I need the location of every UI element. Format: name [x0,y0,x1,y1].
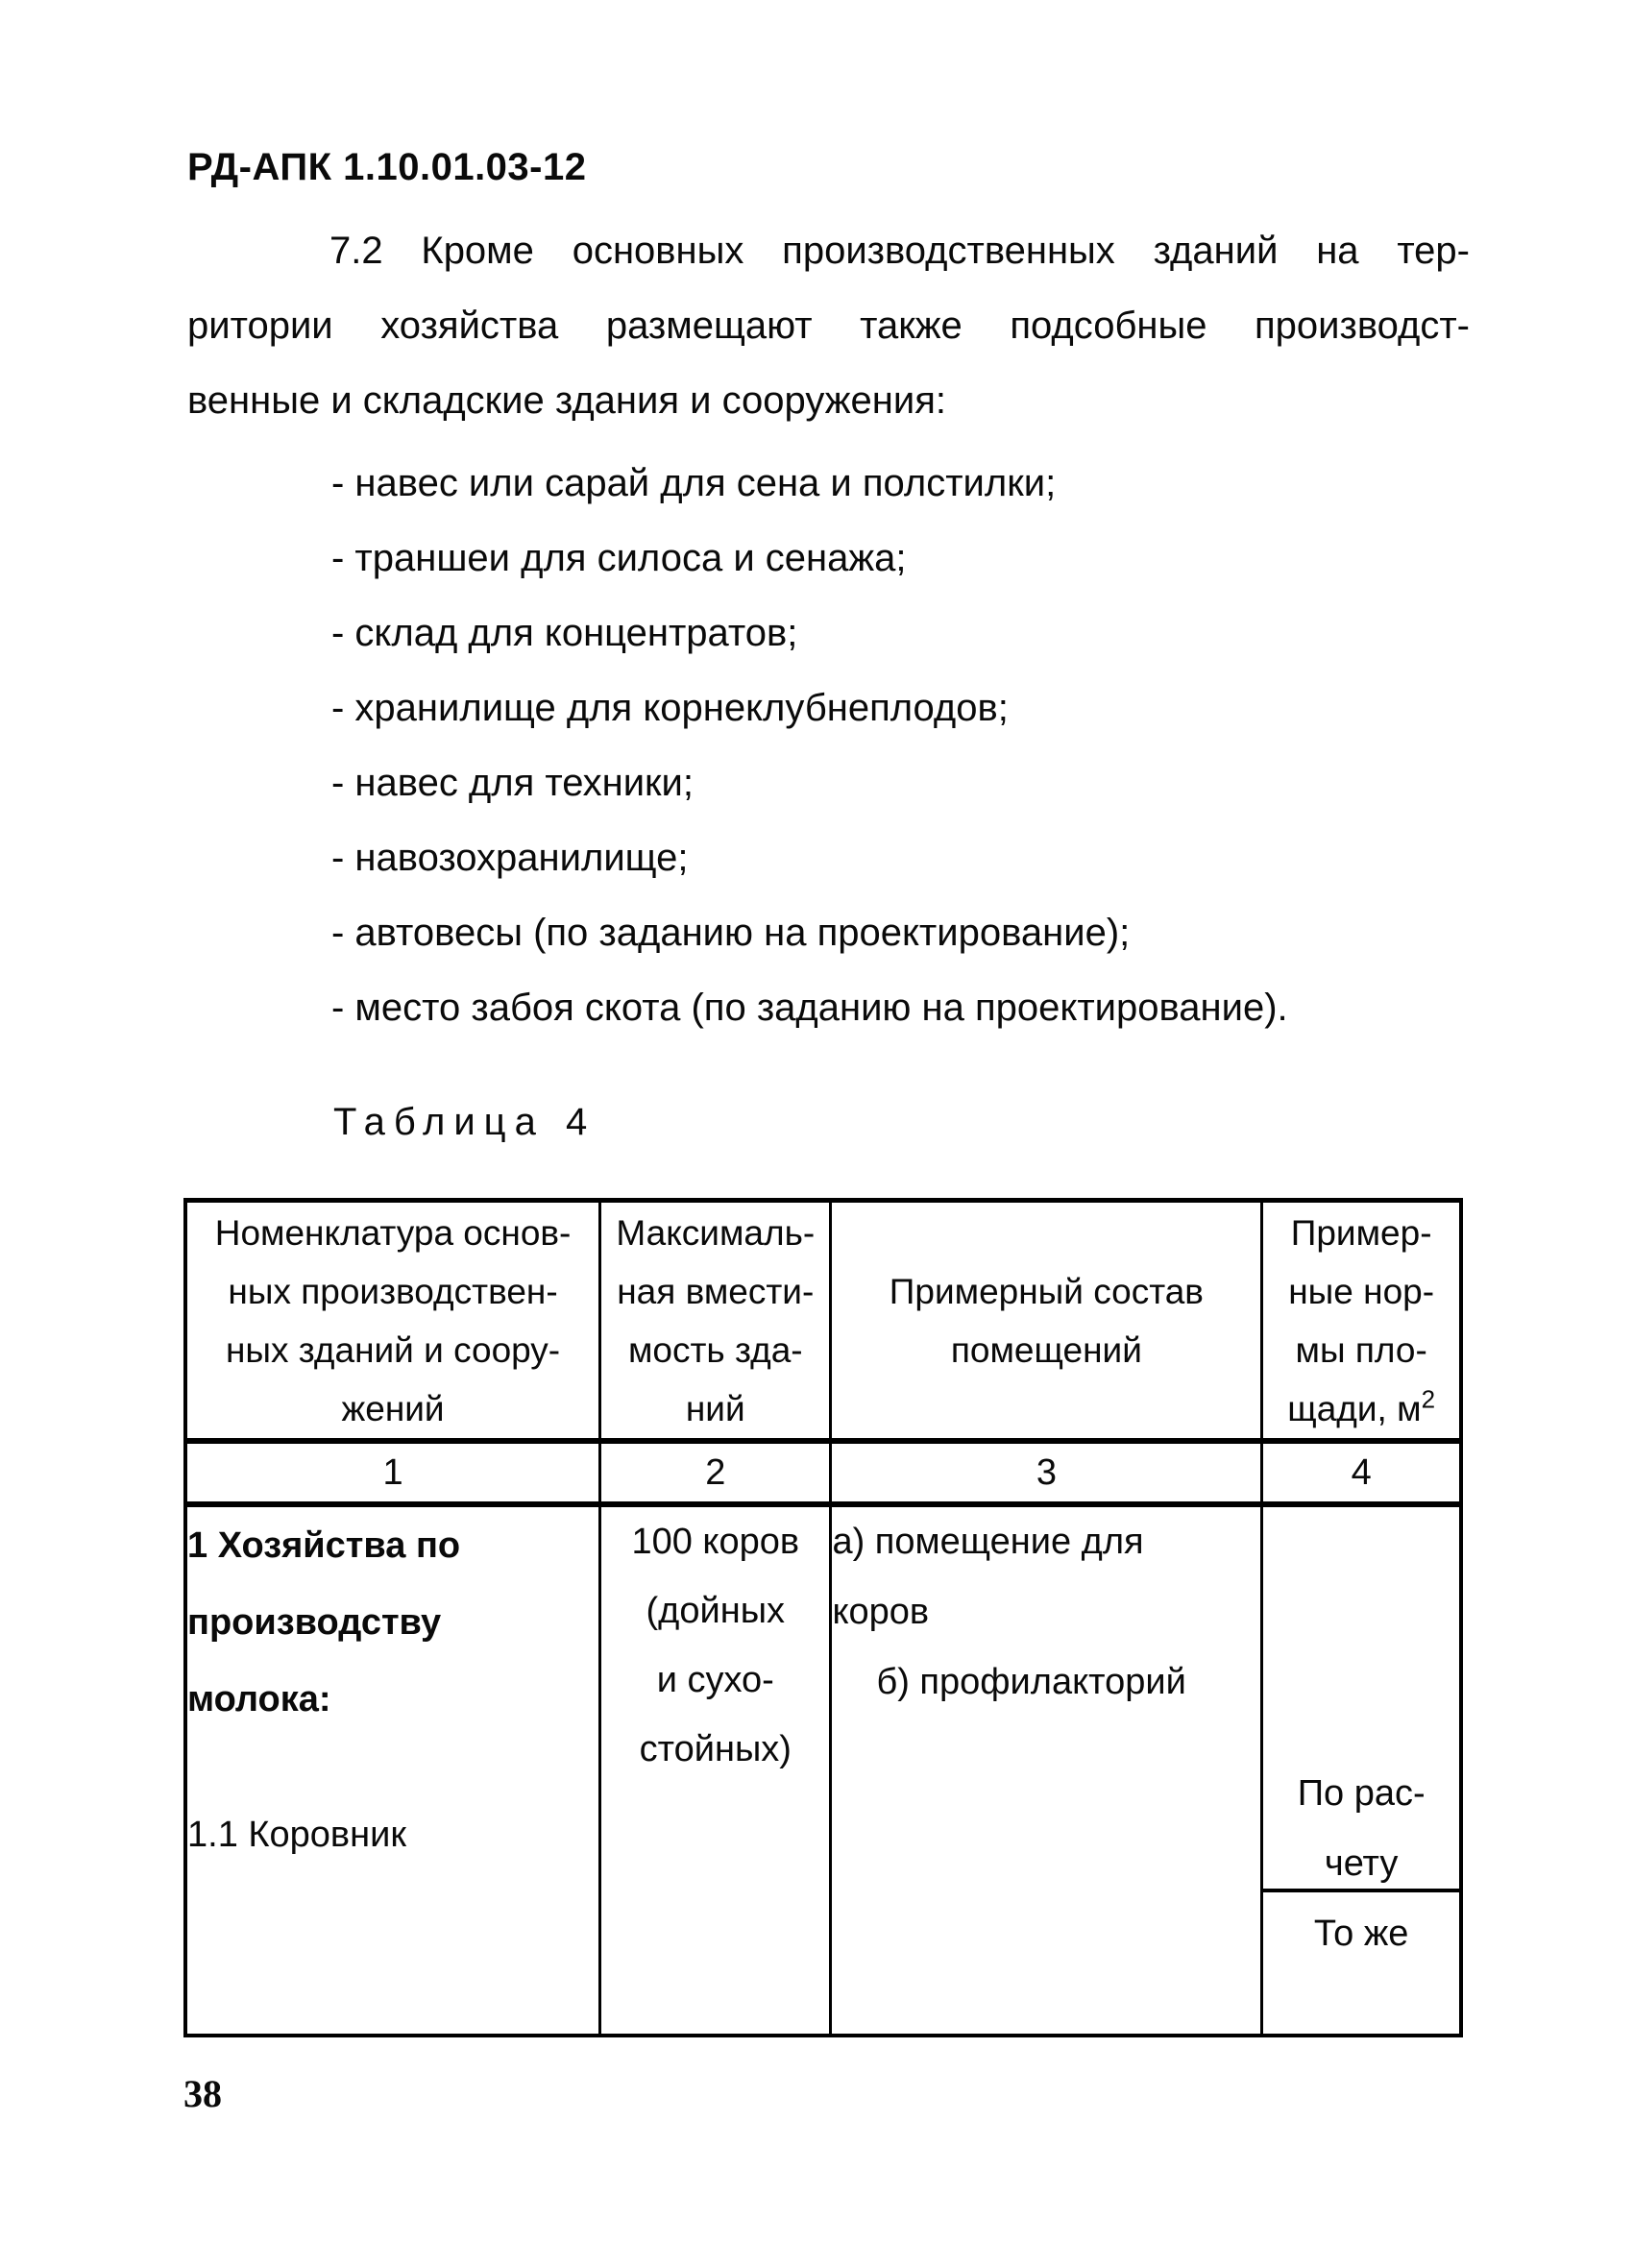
table-header-row [185,1201,1461,1442]
header-line [1263,1379,1459,1438]
cell-premises [831,1504,1262,2036]
header-line: жений [341,1388,445,1428]
header-line: ных производствен- [228,1271,558,1311]
header-line: ний [685,1388,745,1428]
header-line: Пример- [1290,1212,1432,1253]
header-line: ные нор- [1288,1271,1435,1311]
area-norm-top-cell [1263,1507,1459,1892]
header-premises-composition [831,1201,1262,1442]
cell-capacity [600,1504,831,2036]
section-title-line: 1 Хозяйства по [187,1525,461,1566]
section-title-line: производству [187,1602,442,1643]
paragraph-line: ритории хозяйства размещают также подсобные производст- [187,305,1470,347]
capacity-line: и сухо- [656,1660,774,1700]
header-line: Максималь- [616,1212,816,1253]
list-item: - хранилище для корнеклубнеплодов; [331,687,1009,729]
list-item: - траншеи для силоса и сенажа; [331,537,907,579]
header-line: мость зда- [627,1329,803,1370]
area-norm-bottom-cell: То же [1313,1914,1409,1954]
list-item: - склад для концентратов; [331,612,798,654]
area-unit: щади, м [1287,1388,1422,1428]
column-number: 4 [1262,1441,1461,1504]
table-4 [183,1198,1463,2037]
premises-line: коров [832,1592,930,1632]
list-item: - навес для техники; [331,762,695,804]
paragraph-7-2 [187,213,1470,438]
header-line: ных зданий и соору- [225,1329,561,1370]
premises-line: а) помещение для [832,1522,1144,1562]
table-caption: Таблица 4 [333,1101,597,1143]
column-number-row [185,1441,1461,1504]
paragraph-line: 7.2 Кроме основных производственных зданий на тер- [329,230,1470,272]
header-line: помещений [950,1329,1142,1370]
capacity-line: стойных) [639,1729,792,1769]
area-norm-line: чету [1324,1843,1399,1884]
page-number: 38 [183,2072,222,2115]
list-item: - автовесы (по заданию на проектирование); [331,912,1131,954]
paragraph-line: венные и складские здания и сооружения: [187,379,946,422]
premises-line: б) профилакторий [876,1662,1186,1702]
column-number: 1 [185,1441,600,1504]
cell-nomenclature [185,1504,600,2036]
header-max-capacity [600,1201,831,1442]
list-item: - навозохранилище; [331,837,689,879]
header-line: Номенклатура основ- [214,1212,572,1253]
cell-area-norm [1262,1504,1461,2036]
table-body-row [185,1504,1461,2036]
doc-code: РД-АПК 1.10.01.03-12 [187,146,587,188]
column-number: 2 [600,1441,831,1504]
header-line: мы пло- [1295,1329,1427,1370]
capacity-line: (дойных [646,1591,786,1631]
area-norm-line: По рас- [1297,1773,1426,1814]
column-number: 3 [831,1441,1262,1504]
building-list [187,446,1470,1045]
header-area-norms [1262,1201,1461,1442]
section-title [187,1507,598,1738]
list-item: - место забоя скота (по заданию на проектирование). [331,987,1288,1029]
list-item: - навес или сарай для сена и полстилки; [331,462,1057,504]
capacity-line: 100 коров [631,1522,800,1562]
header-nomenclature [185,1201,600,1442]
facility-name: 1.1 Коровник [187,1815,406,1855]
section-title-line: молока: [187,1679,331,1719]
header-line: ная вмести- [617,1271,815,1311]
superscript-2: 2 [1421,1384,1436,1414]
header-line: Примерный состав [889,1271,1204,1311]
